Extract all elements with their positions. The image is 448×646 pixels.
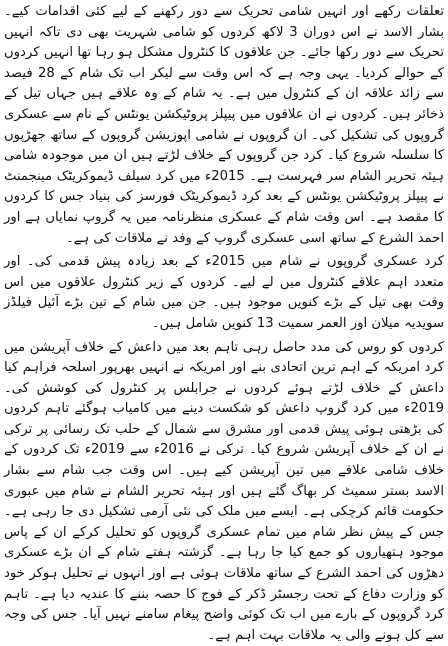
paragraph-operations-against-kurds: کردوں کو روس کی مدد حاصل رہی تاہم بعد میں داعش کے خلاف آپریشن میں کرد امریکہ کے اہم ترین اتحادی بنے اور امریکہ نے انہیں بھرپور اسلحہ فراہم کیا داعش کے خلاف لڑتے ہوئے کردوں نے جرابلس پر کنٹرول کی کوشش کی۔ 2019ء میں کرد گروپ داعش کو شکست دینے میں کامیاب ہوگئے تاہم کردوں کی بڑھتی ہوئی پیش قدمی اور مشرق سے شمال کے حلب تک رسائی پر ترکی نے ان کے خلاف آپریشن شروع کیا۔ ترکی نے 2016ء سے 2019ء تک کردوں کے خلاف شامی علاقے میں تین آپریشن کیے ہیں۔ اس وقت جب شام سے بشار الاسد بستر سمیٹ کر بھاگ گئے ہیں اور ہیئہ تحریر الشام نے شام میں عبوری حکومت قائم کرچکی ہے۔ ایسے میں ملک کی نئی آرمی تشکیل دی جا رہی ہے۔ جس کے پیش نظر شام میں تمام عسکری گروپوں کو تحلیل کرکے ان کے پاس موجود ہتھیاروں کو جمع کیا جا رہا ہے۔ گزشتہ ہفتے شام کے ان بڑے عسکری دھڑوں کی احمد الشرع کے ساتھ ملاقات ہوئی ہے اور انہوں نے تحلیل ہوکر خود کو وزارت دفاع کے تحت رجسٹر ڈکر کے فوج کا حصہ بننے کا عندیہ دیا ہے۔ تاہم کرد گروپوں کے بارے میں اب تک کوئی واضح پیغام سامنے نہیں آیا۔ جس کی وجہ سے کل ہونے والی یہ ملاقات بہت اہم ہے۔	[4, 338, 444, 646]
paragraph-kurdish-relations: تعلقات رکھے اور انہیں شامی تحریک سے دور رکھنے کے لیے کئی اقدامات کیے۔ بشار الاسد نے اس دوران 3 لاکھ کردوں کو شامی شہریت بھی دی تاکہ انہیں تحریک سے دور رکھا جائے۔ جن علاقوں کا کنٹرول مشکل ہو رہا تھا انہیں کردوں کے حوالے کردیا۔ یہی وجہ ہے کہ اس وقت سے لیکر اب تک شام کے 28 فیصد سے زائد علاقہ ان کے کنٹرول میں ہے۔ یہ شام کے وہ علاقے ہیں جہاں تیل کے ذخائر ہیں۔ کردوں نے ان علاقوں میں پیپلز پروٹیکشن یونٹس کے نام سے عسکری گروپوں کی تشکیل کی۔ ان گروپوں نے شامی اپوزیشن گروپوں کے ساتھ جھڑپوں کا سلسلہ شروع کیا۔ کرد جن گروپوں کے خلاف لڑتے ہیں ان میں موجودہ شامی ہیئہ تحریر الشام سر فہرست ہے۔ 2015ء میں کرد سیلف ڈیموکریٹک مینجمنٹ نے پیپلز پروٹیکشن یونٹس کے بعد کرد ڈیموکریٹک فورسز کی بنیاد جس کا کردوں کا مقصد ہے۔ اس وقت شام کے عسکری منظرنامہ میں یہ گروپ نمایاں ہے اور احمد الشرع کے ساتھ اسی عسکری گروپ کے وفد نے ملاقات کی ہے۔	[4, 2, 444, 249]
paragraph-oil-fields: کرد عسکری گروپوں نے شام میں 2015ء کے بعد زیادہ پیش قدمی کی۔ اور متعدد اہم علاقے کنٹرول میں لے لیے۔ کردوں کے زیر کنٹرول علاقوں میں اس وقت بھی تیل کے بڑے کنویں موجود ہیں۔ جن میں شام کے تین بڑے آئیل فیلڈز سویدیہ میلان اور العمر سمیت 13 کنویں شامل ہیں۔	[4, 252, 444, 334]
